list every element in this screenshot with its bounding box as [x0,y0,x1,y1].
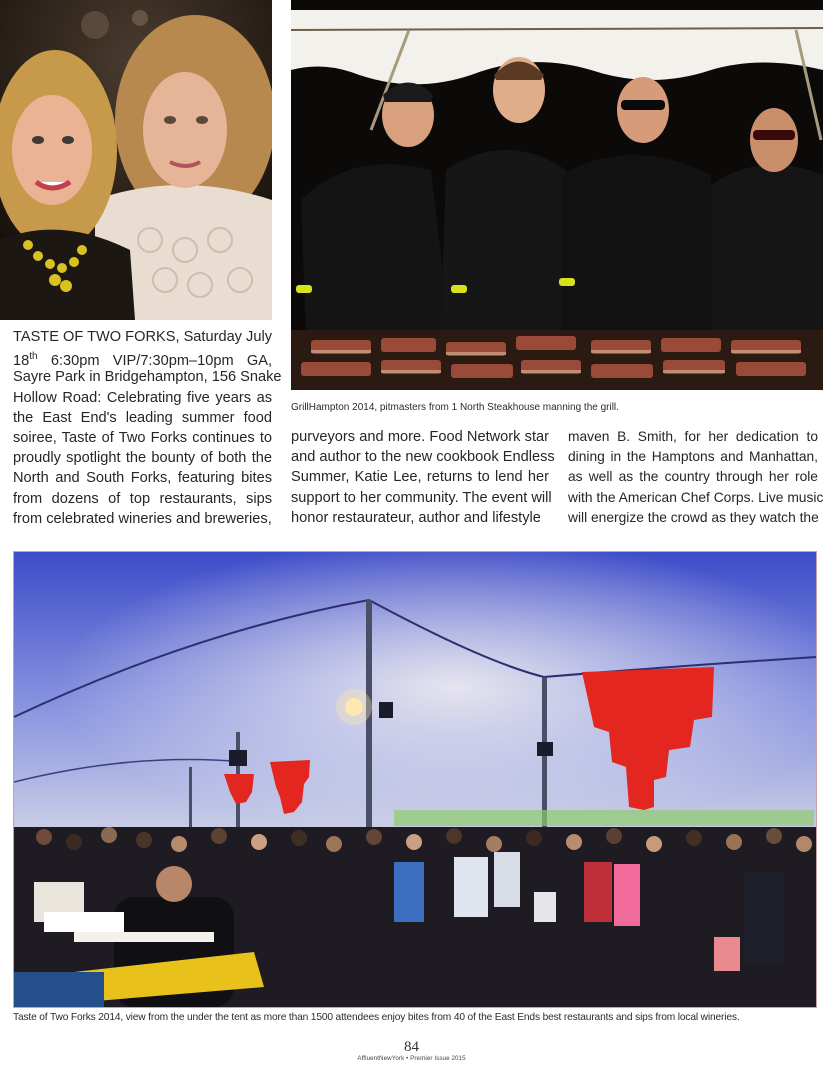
article-line: as well as the country through her role [568,469,818,485]
article-line: TASTE OF TWO FORKS, Saturday July [13,329,272,345]
article-line: Sayre Park in Bridgehampton, 156 Snake [13,369,282,386]
article-line: Hollow Road: Celebrating five years as [13,389,272,406]
article-line: soiree, Taste of Two Forks continues to [13,429,272,446]
page-folio [0,1040,823,1062]
publication-footer: AffluentNewYork • Premier Issue 2015 [357,1055,466,1062]
article-column-1 [13,327,282,529]
article-line: from celebrated wineries and breweries, [13,510,272,527]
article-column-2 [291,427,555,528]
article-line [13,347,272,370]
article-line: honor restaurateur, author and lifestyle [291,509,541,526]
article-line: Summer, Katie Lee, returns to lend her [291,469,549,486]
article-column-3 [568,427,823,528]
article-line: the East End's leading summer food [13,409,272,426]
photo-tent-crowd [13,551,817,1008]
caption-tent: Taste of Two Forks 2014, view from the under the tent as more than 1500 attendees enjoy bites from 40 of the East Ends best restaurants and sips from local wineries. [13,1012,740,1023]
photo-pitmasters [291,0,823,390]
event-date-day: 18 [13,353,30,370]
article-line: from dozens of top restaurants, sips [13,490,272,507]
article-line: will energize the crowd as they watch the [568,509,819,525]
article-line: and author to the new cookbook Endless [291,449,555,466]
page-number: 84 [404,1039,419,1055]
article-line: maven B. Smith, for her dedication to [568,429,818,444]
article-line: support to her community. The event will [291,489,552,506]
article-line: purveyors and more. Food Network star [291,429,549,445]
event-date-suffix: th [29,351,38,363]
article-line: proudly spotlight the bounty of both the [13,450,272,467]
event-time: 6:30pm VIP/7:30pm–10pm GA, [37,353,272,370]
article-line: dining in the Hamptons and Manhattan, [568,449,818,465]
article-line: North and South Forks, featuring bites [13,470,272,487]
photo-pitmasters-image [291,0,823,390]
article-line: with the American Chef Corps. Live music [568,489,823,505]
photo-tent-crowd-image [14,552,816,1007]
caption-grill: GrillHampton 2014, pitmasters from 1 North Steakhouse manning the grill. [291,402,619,413]
photo-two-women [0,0,272,320]
photo-two-women-image [0,0,272,320]
